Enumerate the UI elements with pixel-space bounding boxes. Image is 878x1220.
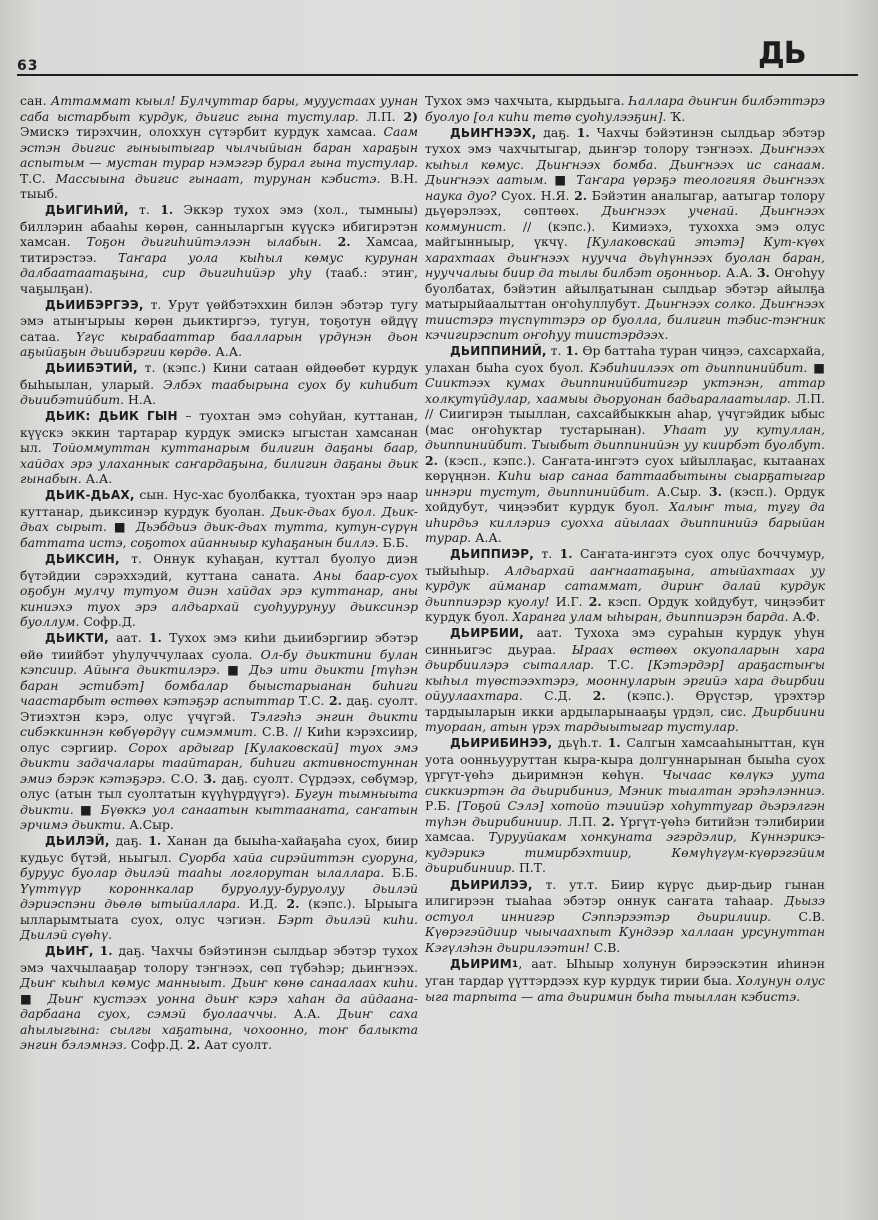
entry-body: т. 1. Эккэр тухох эмэ (хол., тымныы) биллэрин абааһы көрөн, санныларгын күүскэ ибигирэтэн хамсан. Тоҕон дьигиһийтэлээн ылабын. 2. Хамсаа, титирэстээ. Таҥара уола кыһыл көмус курунан далбаатаатаҕына, сир дьигиһийэр уһу (тааб.: этиҥ, чаҕылҕан).: [20, 202, 418, 296]
entry-headword: ДЬИРИБИНЭЭ,: [450, 736, 553, 751]
entry-body: даҕ. 1. Ханан да быыһа-хайаҕаһа суох, биир кудьус бүтэй, ньыгыл. Суорба хайа сирэйиттэн суоруна, буруус буолар дьилэй тааһы логлорутан ылаллара. Б.Б. Үүттүүр короннкалар буруолуу-буруолуу дьилэй дэриэспэни дьөлө ытыйаллара. И.Д. 2. (кэпс.). Ырыыга ылларымтыата суох, олус чэгиэн. Бэрт дьилэй киһи. Дьилэй сүөһү.: [20, 833, 419, 943]
entry-body: т. 1. Саҥата-ингэтэ суох олус боччумур, тыйыһыр. Алдьархай ааҥнаатаҕына, атыйахтаах уу курдук айманар сатаммат, дириҥ далай курдук дьиппиэрэр куолу! И.Г. 2. кэсп. Ордук хойдубут, чиңээбит курдук буол. Харанга улам ыһыран, дьиппиэрэн барда. А.Ф.: [425, 546, 825, 625]
dictionary-entry: [425, 546, 825, 625]
entry-body: – туохтан эмэ соһуйан, куттанан, күүскэ эккин тартарар курдук эмискэ ыгыстан хамсанан ыл. Тойоммуттан куттанарым билигин даҕаны баар, хайдах эрэ улаханнык саҥардаҕына, билигин даҕаны дьик гынабын. А.А.: [20, 408, 418, 487]
dictionary-entry: [20, 943, 418, 1053]
entry-headword: ДЬИҤ,: [45, 944, 94, 959]
running-head: ДЬ: [758, 36, 806, 71]
entry-body: аат. Тухоха эмэ сураһын курдук уһун синньигэс дьураа. Ыраах өстөөх окуопаларын хара дьирбиилэрэ сыталлар. Т.С. [Кэтэрдэр] араҕастыҥы кыһыл түөстээхтэрэ, мооннуларын эргийэ хара дьирбии ойуулаахтара. С.Д. 2. (кэпс.). Өрүстэр, үрэхтэр тардыыларын икки ардыларынааҕы үрдэл, сис. Дьирбиини туораан, атын үрэх тардыытыгар тустулар.: [425, 625, 825, 735]
dictionary-entry: [425, 877, 825, 956]
dictionary-entry: [20, 408, 418, 487]
dictionary-entry: [425, 956, 825, 1005]
entry-body: т. Оннук куһаҕан, куттал буолуо диэн бүтэйдии сэрэххэдий, куттана саната. Аны баар-суох оҕобун мулчу тутуом диэн хайдах эрэ куттанар, аны киниэхэ туох эрэ алдьархай суоһуурунуу дьиксинэр буоллум. Софр.Д.: [20, 551, 418, 630]
entry-headword: ДЬИППИНИЙ,: [450, 344, 547, 359]
left-column: [20, 93, 418, 1053]
entry-headword: ДЬИРИМ$^1$: [450, 956, 519, 971]
dictionary-entry: [20, 630, 418, 833]
dictionary-entry: [20, 297, 418, 360]
entry-headword: ДЬИППИЭР,: [450, 547, 534, 562]
entry-headword: ДЬИКТИ,: [45, 631, 109, 646]
entry-headword: ДЬИГИҺИЙ,: [45, 203, 129, 218]
entry-headword: ДЬИК: ДЬИК ГЫН: [45, 409, 178, 424]
dictionary-entry: [20, 202, 418, 296]
entry-headword: ДЬИҤНЭЭХ,: [450, 125, 537, 140]
entry-headword: ДЬИК-ДЬАХ,: [45, 488, 135, 503]
entry-body: т. 1. Өр баттаһа туран чиңээ, сахсархайа, улахан быһа суох буол. Кэбиһиилээх от дьиппинийбит. ■ Сииктээх кумах дьиппинийбитигэр уктэнэн, аттар холкутүйдулар, хаамыы дьоруонан бадьаралаатылар. Л.П. // Сиигирэн тыыллан, сахсайбыккын аһар, үчүгэйдик ыбыс (мас оҥоһуктар тустарынан). Уһаат уу кутуллан, дьиппинийбит. Тыыбыт дьиппинийэн уу киирбэт буолбут. 2. (кэсп., кэпс.). Саҥата-ингэтэ суох ыйыллаҕас, кытаанах көрүңнэн. Киһи ыар санаа баттаабытыны сыарҕатыгар иннэри тустут, дьиппинийбит. А.Сыр. 3. (кэсп.). Ордук хойдубут, чиңээбит курдук буол. Халыҥ тыа, тугу да иһирдьэ киллэриэ суохха айылаах дьиппинийэ барыйан турар. А.А.: [425, 343, 826, 546]
entry-body: сын. Нус-хас буолбакка, туохтан эрэ наар куттанар, дьиксинэр курдук буолан. Дьик-дьах буол. Дьик-дьах сырыт. ■ Дьэбдьиэ дьик-дьах тутта, кутун-сүрүн баттата истэ, соҕотох айанныыр куһаҕанын биллэ. Б.Б.: [20, 487, 419, 550]
dictionary-entry: [20, 360, 418, 408]
right-column: [425, 93, 825, 1005]
entry-headword: ДЬИКСИН,: [45, 552, 120, 567]
entry-body: дьүһ.т. 1. Салгын хамсааһыныттан, күн уота оонньууруттан кыра-кыра долгуннарынан быыһа суох үргүт-үөһэ дьиримнэн көһүн. Чычаас көлүкэ уута сиккиэртэн да дьирибиниэ, Мэник тыалтан эрэһэлэнниэ. Р.Б. [Тоҕой Сэлэ] хотойо тэиийэр хоһуттугар дьэрэлгэн түһэн дьирибиниир. Л.П. 2. Үргүт-үөһэ битийэн тэлибирии хамсаа. Турууйакам хонкуната эгэрдэлир, Күннэрикэ-кудэрикэ тимирбэхтиир, Көмүһүгүм-күөрэгэйим дьирибиниир. П.Т.: [425, 735, 826, 876]
entry-body: 1. даҕ. Чахчы бэйэтинэн сылдьар эбэтэр тухох эмэ чахчылааҕар толору тэҥнээх, сөп түбэһэр; дьиҥнээх. Дьиҥ кыһыл көмус манныыт. Дьиҥ көнө санаалаах киһи. ■ Дьиҥ кустээх уонна дьиҥ кэрэ хаһан да айдаана-дарбаана суох, сэмэй буолааччы. А.А. Дьиҥ саха аһылыгына: сылгы хаҕатына, чохоонно, тоҥ балыкта энгин бэлэмнэз. Софр.Д. 2. Аат суолт.: [20, 943, 419, 1053]
entry-body: , аат. Ыһыыр холунун бирээскэтин иһинэн уган тардар үүттэрдээх кур курдук тирии быа. Холунун олус ыга тарпыта — ата дьиримин быһа тыыллан кэбистэ.: [425, 955, 825, 1004]
page-number: 63: [17, 58, 39, 74]
dictionary-entry: [425, 93, 825, 124]
dictionary-entry: [425, 735, 825, 876]
entry-headword: ДЬИРБИИ,: [450, 626, 525, 641]
entry-body: аат. 1. Тухох эмэ киһи дьиибэргиир эбэтэр өйө тиийбэт уһулуччулаах суола. Ол-бу дьиктини булан кэпсиир. Айыҥа дьиктилэрэ. ■ Дьэ ити дьикти [түһэн баран эстибэт] бомбалар быыстарыанан биһиги чаастарбыт өстөөх кэтэҕэр аспыттар Т.С. 2. даҕ. суолт. Этиэхтэн кэрэ, олус үчүгэй. Тэлгэһэ энгин дьикти сибэккиннэн көбүөрдүү симэммит. С.В. // Киһи кэрэхсиир, олус сэргиир. Сорох ардыгар [Кулаковскай] туох эмэ дьикти задачалары таайтаран, биһиги активностуннан эмиэ бэрэк кэтэҕэрэ. С.О. 3. даҕ. суолт. Сүрдээх, сөбүмэр, олус (атын тыл суолтатын күүһүрдүүгэ). Бугун тымныыта дьикти. ■ Бүөккэ уол санаатын кыттааната, саҥатын эрчимэ дьикти. А.Сыр.: [20, 630, 419, 833]
entry-body: т. (кэпс.) Кини сатаан өйдөөбөт курдук быһыылан, уларый. Элбэх таабырына суох бу киһибит дьиибэтийбит. Н.А.: [20, 360, 418, 408]
entry-headword: ДЬИИБЭТИЙ,: [45, 361, 138, 376]
entry-body: т. Урут үөйбэтэххин билэн эбэтэр тугу эмэ атыҥырыы көрөн дьиктиргээ, тугун, тоҕотун өйдүү сатаа. Үгүс кырабааттар баалларын үрдүнэн дьон аҕыйаҕын дьиибэргии көрдө. А.А.: [20, 296, 418, 360]
entry-body: сан. Аттаммат кыыл! Булчуттар бары, мууустаах уунан саба ыстарбыт курдук, дьигис гына тустулар. Л.П. 2) Эмискэ тирэхчин, олоххун сүтэрбит курдук хамсаа. Саам эстэн дьигис гыныытыгар чылчыйыан баран хараҕын аспытым — мустан турар нэмэгэр бурал гына тустулар. Т.С. Массыына дьигис гынаат, турунан кэбистэ. В.Н. тыыб.: [20, 93, 419, 201]
dictionary-entry: [20, 833, 418, 943]
entry-body: даҕ. 1. Чахчы бэйэтинэн сылдьар эбэтэр тухох эмэ чахчытыгар, дьиҥэр толору тэҥнээх. Дьиҥнээх кыһыл көмус. Дьиҥнээх бомба. Дьиҥнээх ис санаам. Дьиҥнээх аатым. ■ Таҥара үөрэҕэ теологияя дьиҥнээх наука дуо? Суох. Н.Я. 2. Бэйэтин аналыгар, аатыгар толору дьүөрэлээх, сөптөөх. Дьиҥнээх ученай. Дьиҥнээх коммунист. // (кэпс.). Кимиэхэ, тухохха эмэ олус майгынныыр, үкчү. [Кулаковскай этэтэ] Кут-күөх харахтаах дьиҥнээх нууччa дьүһүннээх буолан баран, нууччалыы биир да тылы билбэт оҕонньор. А.А. 3. Оҥоһуу буолбатах, бэйэтин айылҕатынан сылдьар эбэтэр айылҕа матырыйаалыттан оҥоһуллубут. Дьиҥнээх солко. Дьиҥнээх тиистэрэ түспүттэрэ ор буолла, билигин тэбис-тэҥник кэчигирэспит оҥоһуу тиистэрдээх.: [425, 124, 826, 343]
entry-body: Тухох эмэ чахчыта, кырдьыга. Һаллара дьиҥин билбэттэрэ буолуо [ол киһи тетө суоһулээҕин]. Ҡ.: [425, 93, 825, 124]
entry-headword: ДЬИЛЭЙ,: [45, 834, 110, 849]
header-rule: [17, 74, 858, 76]
dictionary-entry: [425, 343, 825, 546]
dictionary-entry: [20, 93, 418, 202]
dictionary-entry: [425, 625, 825, 735]
dictionary-entry: [20, 487, 418, 550]
entry-body: т. ут.т. Биир күрүс дьир-дьир гынан илигирээн тыаһаа эбэтэр оннук саҥата таһаар. Дьызэ остуол иннигэр Сэппэрээтэр дьирилиир. С.В. Күөрэгэйдиир чыычаахпыт Кундээр халлаан урсунуттан Кэгүлэһэн дьирилээтин! С.В.: [425, 876, 825, 955]
dictionary-entry: [425, 125, 825, 343]
entry-headword: ДЬИРИЛЭЭ,: [450, 877, 533, 892]
dictionary-entry: [20, 551, 418, 630]
headword-superscript: 1: [511, 959, 519, 970]
entry-headword: ДЬИИБЭРГЭЭ,: [45, 297, 144, 312]
